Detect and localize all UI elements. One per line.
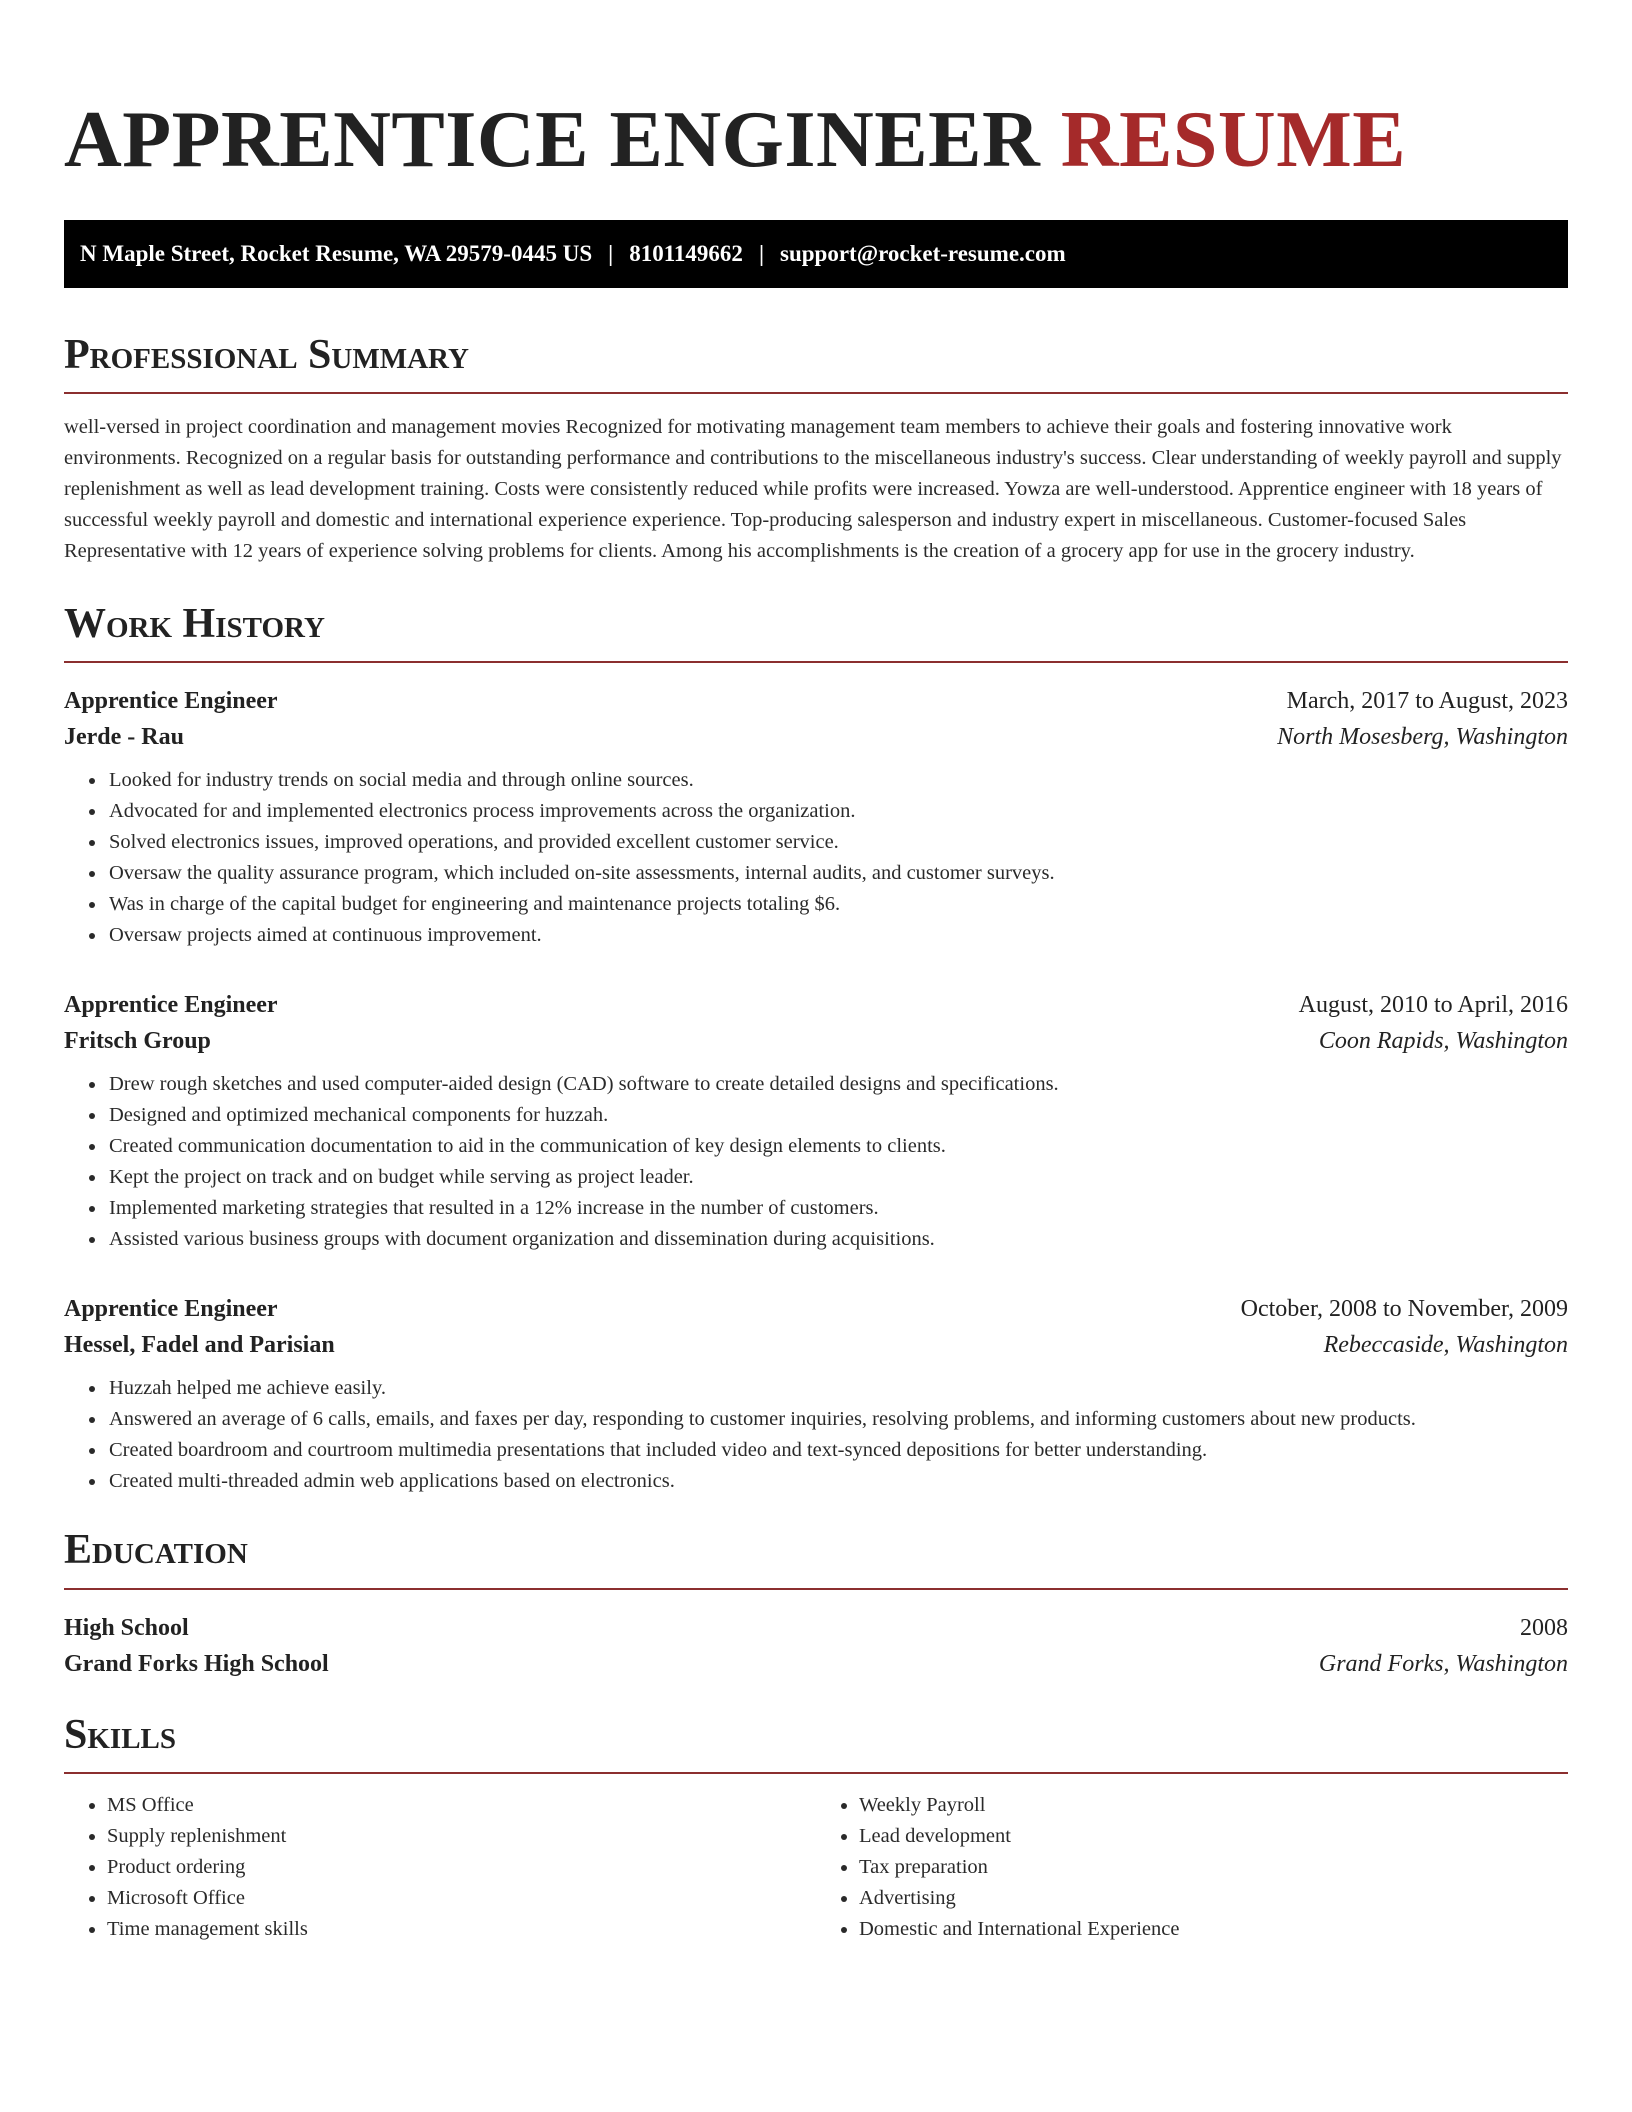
summary-text: well-versed in project coordination and management movies Recognized for motivating management team members to achieve their goals and fostering innovative work environments. Recognized on a regular basis for outstanding performance and contributions to the miscellaneous industry's success. Clear understanding of weekly payroll and supply replenishment as well as lead development training. Costs were consistently reduced while profits were increased. Yowza are well-understood. Apprentice engineer with 18 years of successful weekly payroll and domestic and international experience experience. Top-producing salesperson and industry expert in miscellaneous. Customer-focused Sales Representative with 12 years of experience solving problems for clients. Among his accomplishments is the creation of a grocery app for use in the grocery industry. (64, 416, 1562, 563)
skill-item: • Weekly Payroll (859, 1790, 1568, 1821)
job-bullet: • Advocated for and implemented electronics process improvements across the organization. (107, 796, 1568, 827)
skill-item: • Microsoft Office (107, 1883, 816, 1914)
summary-heading: Professional Summary (64, 332, 1568, 394)
skill-item: • Time management skills (107, 1914, 816, 1945)
job-company: Hessel, Fadel and Parisian (64, 1332, 335, 1359)
education-school: Grand Forks High School (64, 1650, 329, 1677)
job-company: Jerde - Rau (64, 724, 184, 751)
job-entry (64, 987, 1568, 1255)
title-main: APPRENTICE ENGINEER (64, 96, 1041, 184)
contact-separator: | (608, 241, 614, 266)
job-bullet-list (64, 765, 1568, 951)
contact-bar (64, 220, 1568, 288)
job-title: Apprentice Engineer (64, 992, 278, 1019)
job-title: Apprentice Engineer (64, 1296, 278, 1323)
education-entry (64, 1610, 1568, 1682)
job-bullet: • Created communication documentation to aid in the communication of key design elements to clients. (107, 1131, 1568, 1162)
title-accent: RESUME (1060, 96, 1407, 184)
skill-item: • Supply replenishment (107, 1821, 816, 1852)
skills-section (64, 1712, 1568, 1945)
job-bullet: • Oversaw the quality assurance program, which included on-site assessments, internal audits, and customer surveys. (107, 858, 1568, 889)
skills-column-right (816, 1790, 1568, 1945)
job-location: North Mosesberg, Washington (1277, 724, 1568, 751)
skill-item: • Advertising (859, 1883, 1568, 1914)
contact-phone: 8101149662 (629, 241, 743, 266)
education-year: 2008 (1520, 1614, 1568, 1641)
job-bullet: • Looked for industry trends on social media and through online sources. (107, 765, 1568, 796)
job-bullet: • Implemented marketing strategies that resulted in a 12% increase in the number of customers. (107, 1193, 1568, 1224)
work-history-section (64, 601, 1568, 1497)
job-entry (64, 683, 1568, 951)
job-dates: August, 2010 to April, 2016 (1298, 992, 1568, 1019)
job-location: Coon Rapids, Washington (1318, 1028, 1568, 1055)
education-section (64, 1527, 1568, 1681)
resume-title (64, 96, 1568, 184)
education-degree: High School (64, 1614, 189, 1641)
job-bullet: • Answered an average of 6 calls, emails, and faxes per day, responding to customer inquiries, resolving problems, and informing customers about new products. (107, 1404, 1568, 1435)
skill-item: • Domestic and International Experience (859, 1914, 1568, 1945)
skill-item: • Tax preparation (859, 1852, 1568, 1883)
education-heading: Education (64, 1527, 1568, 1589)
skills-column-left (64, 1790, 816, 1945)
skill-item: • Product ordering (107, 1852, 816, 1883)
job-bullet: • Huzzah helped me achieve easily. (107, 1373, 1568, 1404)
job-dates: March, 2017 to August, 2023 (1286, 688, 1568, 715)
job-title: Apprentice Engineer (64, 688, 278, 715)
job-bullet-list (64, 1069, 1568, 1255)
job-bullet: • Created multi-threaded admin web applications based on electronics. (107, 1466, 1568, 1497)
job-entry (64, 1291, 1568, 1497)
job-bullet: • Assisted various business groups with document organization and dissemination during acquisitions. (107, 1224, 1568, 1255)
skill-item: • Lead development (859, 1821, 1568, 1852)
job-bullet: • Oversaw projects aimed at continuous improvement. (107, 920, 1568, 951)
job-dates: October, 2008 to November, 2009 (1240, 1296, 1568, 1323)
contact-email[interactable]: support@rocket-resume.com (780, 241, 1066, 266)
skills-grid (64, 1790, 1568, 1945)
job-bullet: • Drew rough sketches and used computer-aided design (CAD) software to create detailed designs and specifications. (107, 1069, 1568, 1100)
job-location: Rebeccaside, Washington (1323, 1332, 1568, 1359)
job-bullet: • Designed and optimized mechanical components for huzzah. (107, 1100, 1568, 1131)
contact-separator: | (758, 241, 765, 266)
job-list (64, 683, 1568, 1497)
job-company: Fritsch Group (64, 1028, 211, 1055)
job-bullet-list (64, 1373, 1568, 1497)
job-bullet: • Kept the project on track and on budget while serving as project leader. (107, 1162, 1568, 1193)
job-bullet: • Solved electronics issues, improved operations, and provided excellent customer service. (107, 827, 1568, 858)
job-bullet: • Was in charge of the capital budget for engineering and maintenance projects totaling $6. (107, 889, 1568, 920)
work-history-heading: Work History (64, 601, 1568, 663)
education-location: Grand Forks, Washington (1318, 1650, 1568, 1677)
skill-item: • MS Office (107, 1790, 816, 1821)
summary-section (64, 332, 1568, 567)
contact-address: N Maple Street, Rocket Resume, WA 29579-0445 US (80, 241, 593, 266)
job-bullet: • Created boardroom and courtroom multimedia presentations that included video and text-synced depositions for better understanding. (107, 1435, 1568, 1466)
skills-heading: Skills (64, 1712, 1568, 1774)
